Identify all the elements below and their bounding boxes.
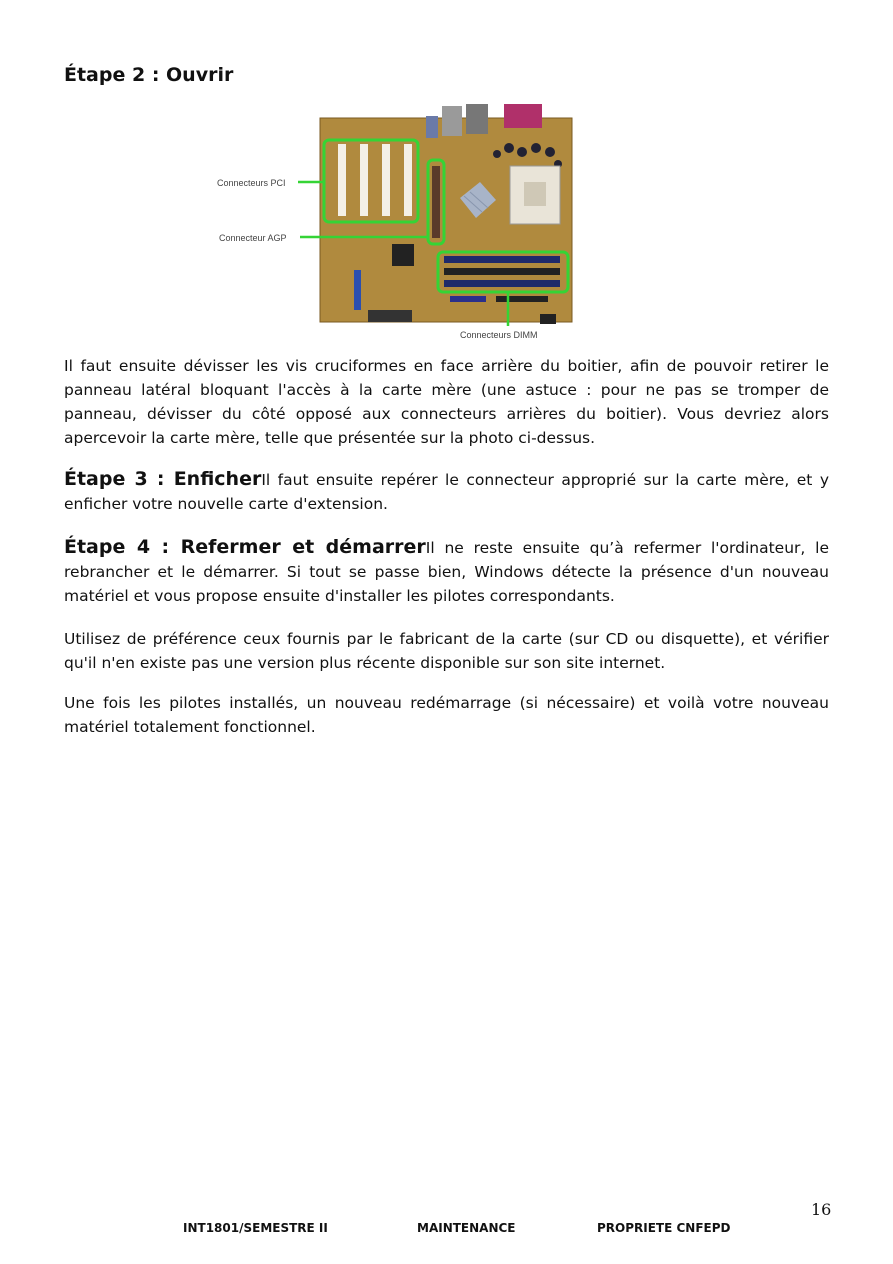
dimm-slot xyxy=(444,256,560,263)
motherboard-figure xyxy=(214,100,574,344)
step4-text: Il ne reste ensuite qu’à refermer l'ordinateur, le rebrancher et le démarrer. Si tout se passe bien, Windows détecte la présence d'un nouveau matériel et vous propose ensuite d'installer les pilotes correspondants. xyxy=(64,539,829,605)
motherboard-illustration xyxy=(214,100,574,344)
label-dimm: Connecteurs DIMM xyxy=(460,330,538,340)
paragraph-drivers: Utilisez de préférence ceux fournis par le fabricant de la carte (sur CD ou disquette), et vérifier qu'il n'en existe pas une version plus récente disponible sur son site internet. xyxy=(64,630,829,672)
pci-slot xyxy=(338,144,346,216)
section-heading-step2: Étape 2 : Ouvrir xyxy=(64,64,234,86)
usb-connector xyxy=(442,106,462,136)
pci-slot xyxy=(382,144,390,216)
paragraph-final: Une fois les pilotes installés, un nouveau redémarrage (si nécessaire) et voilà votre nouveau matériel totalement fonctionnel. xyxy=(64,694,829,736)
footer-owner: PROPRIETE CNFEPD xyxy=(597,1221,731,1235)
pci-slot xyxy=(360,144,368,216)
label-agp: Connecteur AGP xyxy=(219,233,287,243)
dimm-slot xyxy=(444,268,560,275)
label-pci: Connecteurs PCI xyxy=(217,178,286,188)
section-heading-step4: Étape 4 : Refermer et démarrer xyxy=(64,536,426,558)
parallel-port xyxy=(504,104,542,128)
agp-slot xyxy=(432,166,440,238)
footer-subject: MAINTENANCE xyxy=(417,1221,516,1235)
ethernet-connector xyxy=(466,104,488,134)
section-heading-step3: Étape 3 : Enficher xyxy=(64,468,262,490)
step3-text: Il faut ensuite repérer le connecteur approprié sur la carte mère, et y enficher votre nouvelle carte d'extension. xyxy=(64,471,829,513)
paragraph-open-case: Il faut ensuite dévisser les vis cruciformes en face arrière du boitier, afin de pouvoir retirer le panneau latéral bloquant l'accès à la carte mère (une astuce : pour ne pas se tromper de panneau, dévisser du côté opposé aux connecteurs arrières du boitier). Vous devriez alors apercevoir la carte mère, telle que présentée sur la photo ci-dessus. xyxy=(64,357,829,447)
paragraph-step4 xyxy=(64,535,829,608)
pci-slot xyxy=(404,144,412,216)
paragraph-step3 xyxy=(64,467,829,516)
chip xyxy=(392,244,414,266)
footer-course-code: INT1801/SEMESTRE II xyxy=(183,1221,328,1235)
page-number: 16 xyxy=(811,1200,832,1219)
dimm-slot xyxy=(444,280,560,287)
